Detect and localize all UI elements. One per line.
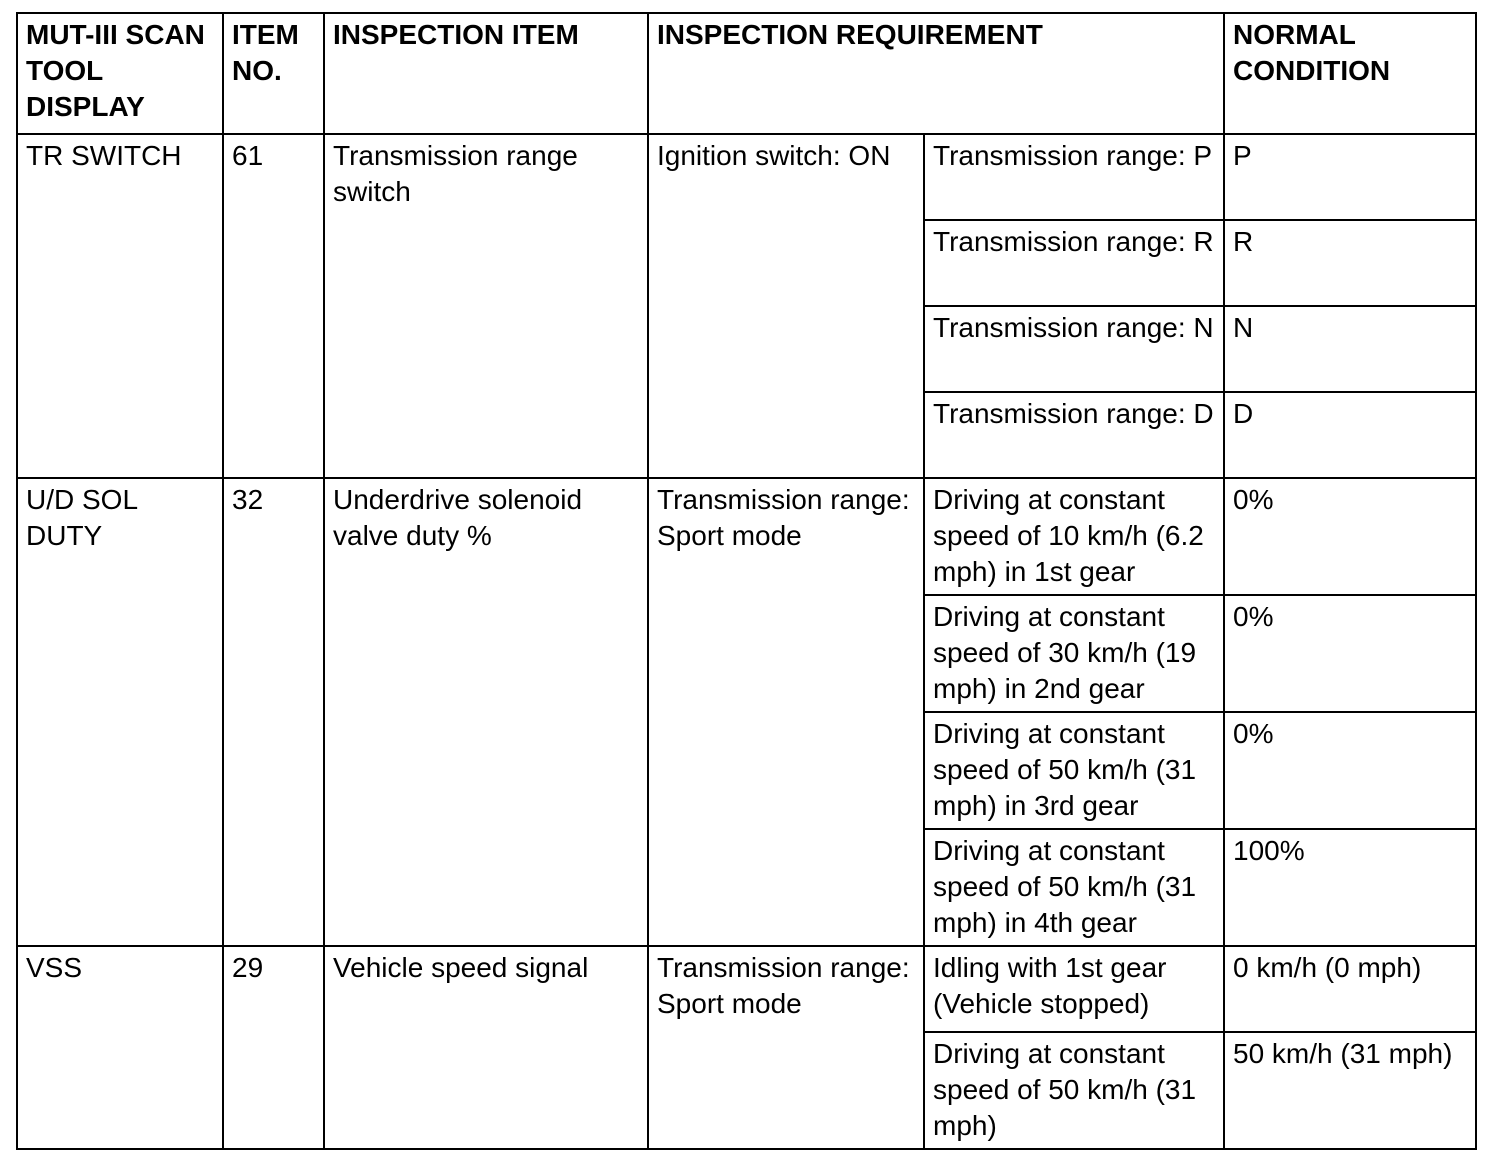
header-inspection-requirement: INSPECTION REQUIREMENT xyxy=(648,13,1224,134)
inspection-requirement: Ignition switch: ON xyxy=(648,134,924,478)
normal-condition: 50 km/h (31 mph) xyxy=(1224,1032,1476,1149)
inspection-item: Transmission range switch xyxy=(324,134,648,478)
inspection-item: Underdrive solenoid valve duty % xyxy=(324,478,648,946)
condition-requirement: Transmission range: N xyxy=(924,306,1224,392)
condition-requirement: Driving at constant speed of 50 km/h (31 mph) xyxy=(924,1032,1224,1149)
normal-condition: 0% xyxy=(1224,712,1476,829)
condition-requirement: Transmission range: R xyxy=(924,220,1224,306)
normal-condition: 0% xyxy=(1224,478,1476,595)
inspection-item: Vehicle speed signal xyxy=(324,946,648,1149)
condition-requirement: Driving at constant speed of 30 km/h (19 mph) in 2nd gear xyxy=(924,595,1224,712)
condition-requirement: Driving at constant speed of 50 km/h (31 mph) in 3rd gear xyxy=(924,712,1224,829)
item-number: 29 xyxy=(223,946,324,1149)
normal-condition: 0% xyxy=(1224,595,1476,712)
header-normal-condition: NORMAL CONDITION xyxy=(1224,13,1476,134)
header-inspection-item: INSPECTION ITEM xyxy=(324,13,648,134)
condition-requirement: Transmission range: D xyxy=(924,392,1224,478)
table-row xyxy=(17,134,1476,220)
normal-condition: N xyxy=(1224,306,1476,392)
condition-requirement: Idling with 1st gear (Vehicle stopped) xyxy=(924,946,1224,1032)
table-row xyxy=(17,478,1476,595)
normal-condition: D xyxy=(1224,392,1476,478)
item-number: 32 xyxy=(223,478,324,946)
condition-requirement: Transmission range: P xyxy=(924,134,1224,220)
inspection-requirement: Transmission range: Sport mode xyxy=(648,946,924,1149)
table-row xyxy=(17,946,1476,1032)
scan-tool-display: TR SWITCH xyxy=(17,134,223,478)
header-row xyxy=(17,13,1476,134)
scan-tool-display: VSS xyxy=(17,946,223,1149)
header-item-no: ITEM NO. xyxy=(223,13,324,134)
inspection-table xyxy=(16,12,1477,1150)
normal-condition: 100% xyxy=(1224,829,1476,946)
header-display: MUT-III SCAN TOOL DISPLAY xyxy=(17,13,223,134)
normal-condition: P xyxy=(1224,134,1476,220)
condition-requirement: Driving at constant speed of 50 km/h (31 mph) in 4th gear xyxy=(924,829,1224,946)
inspection-requirement: Transmission range: Sport mode xyxy=(648,478,924,946)
normal-condition: 0 km/h (0 mph) xyxy=(1224,946,1476,1032)
condition-requirement: Driving at constant speed of 10 km/h (6.2 mph) in 1st gear xyxy=(924,478,1224,595)
normal-condition: R xyxy=(1224,220,1476,306)
item-number: 61 xyxy=(223,134,324,478)
scan-tool-display: U/D SOL DUTY xyxy=(17,478,223,946)
